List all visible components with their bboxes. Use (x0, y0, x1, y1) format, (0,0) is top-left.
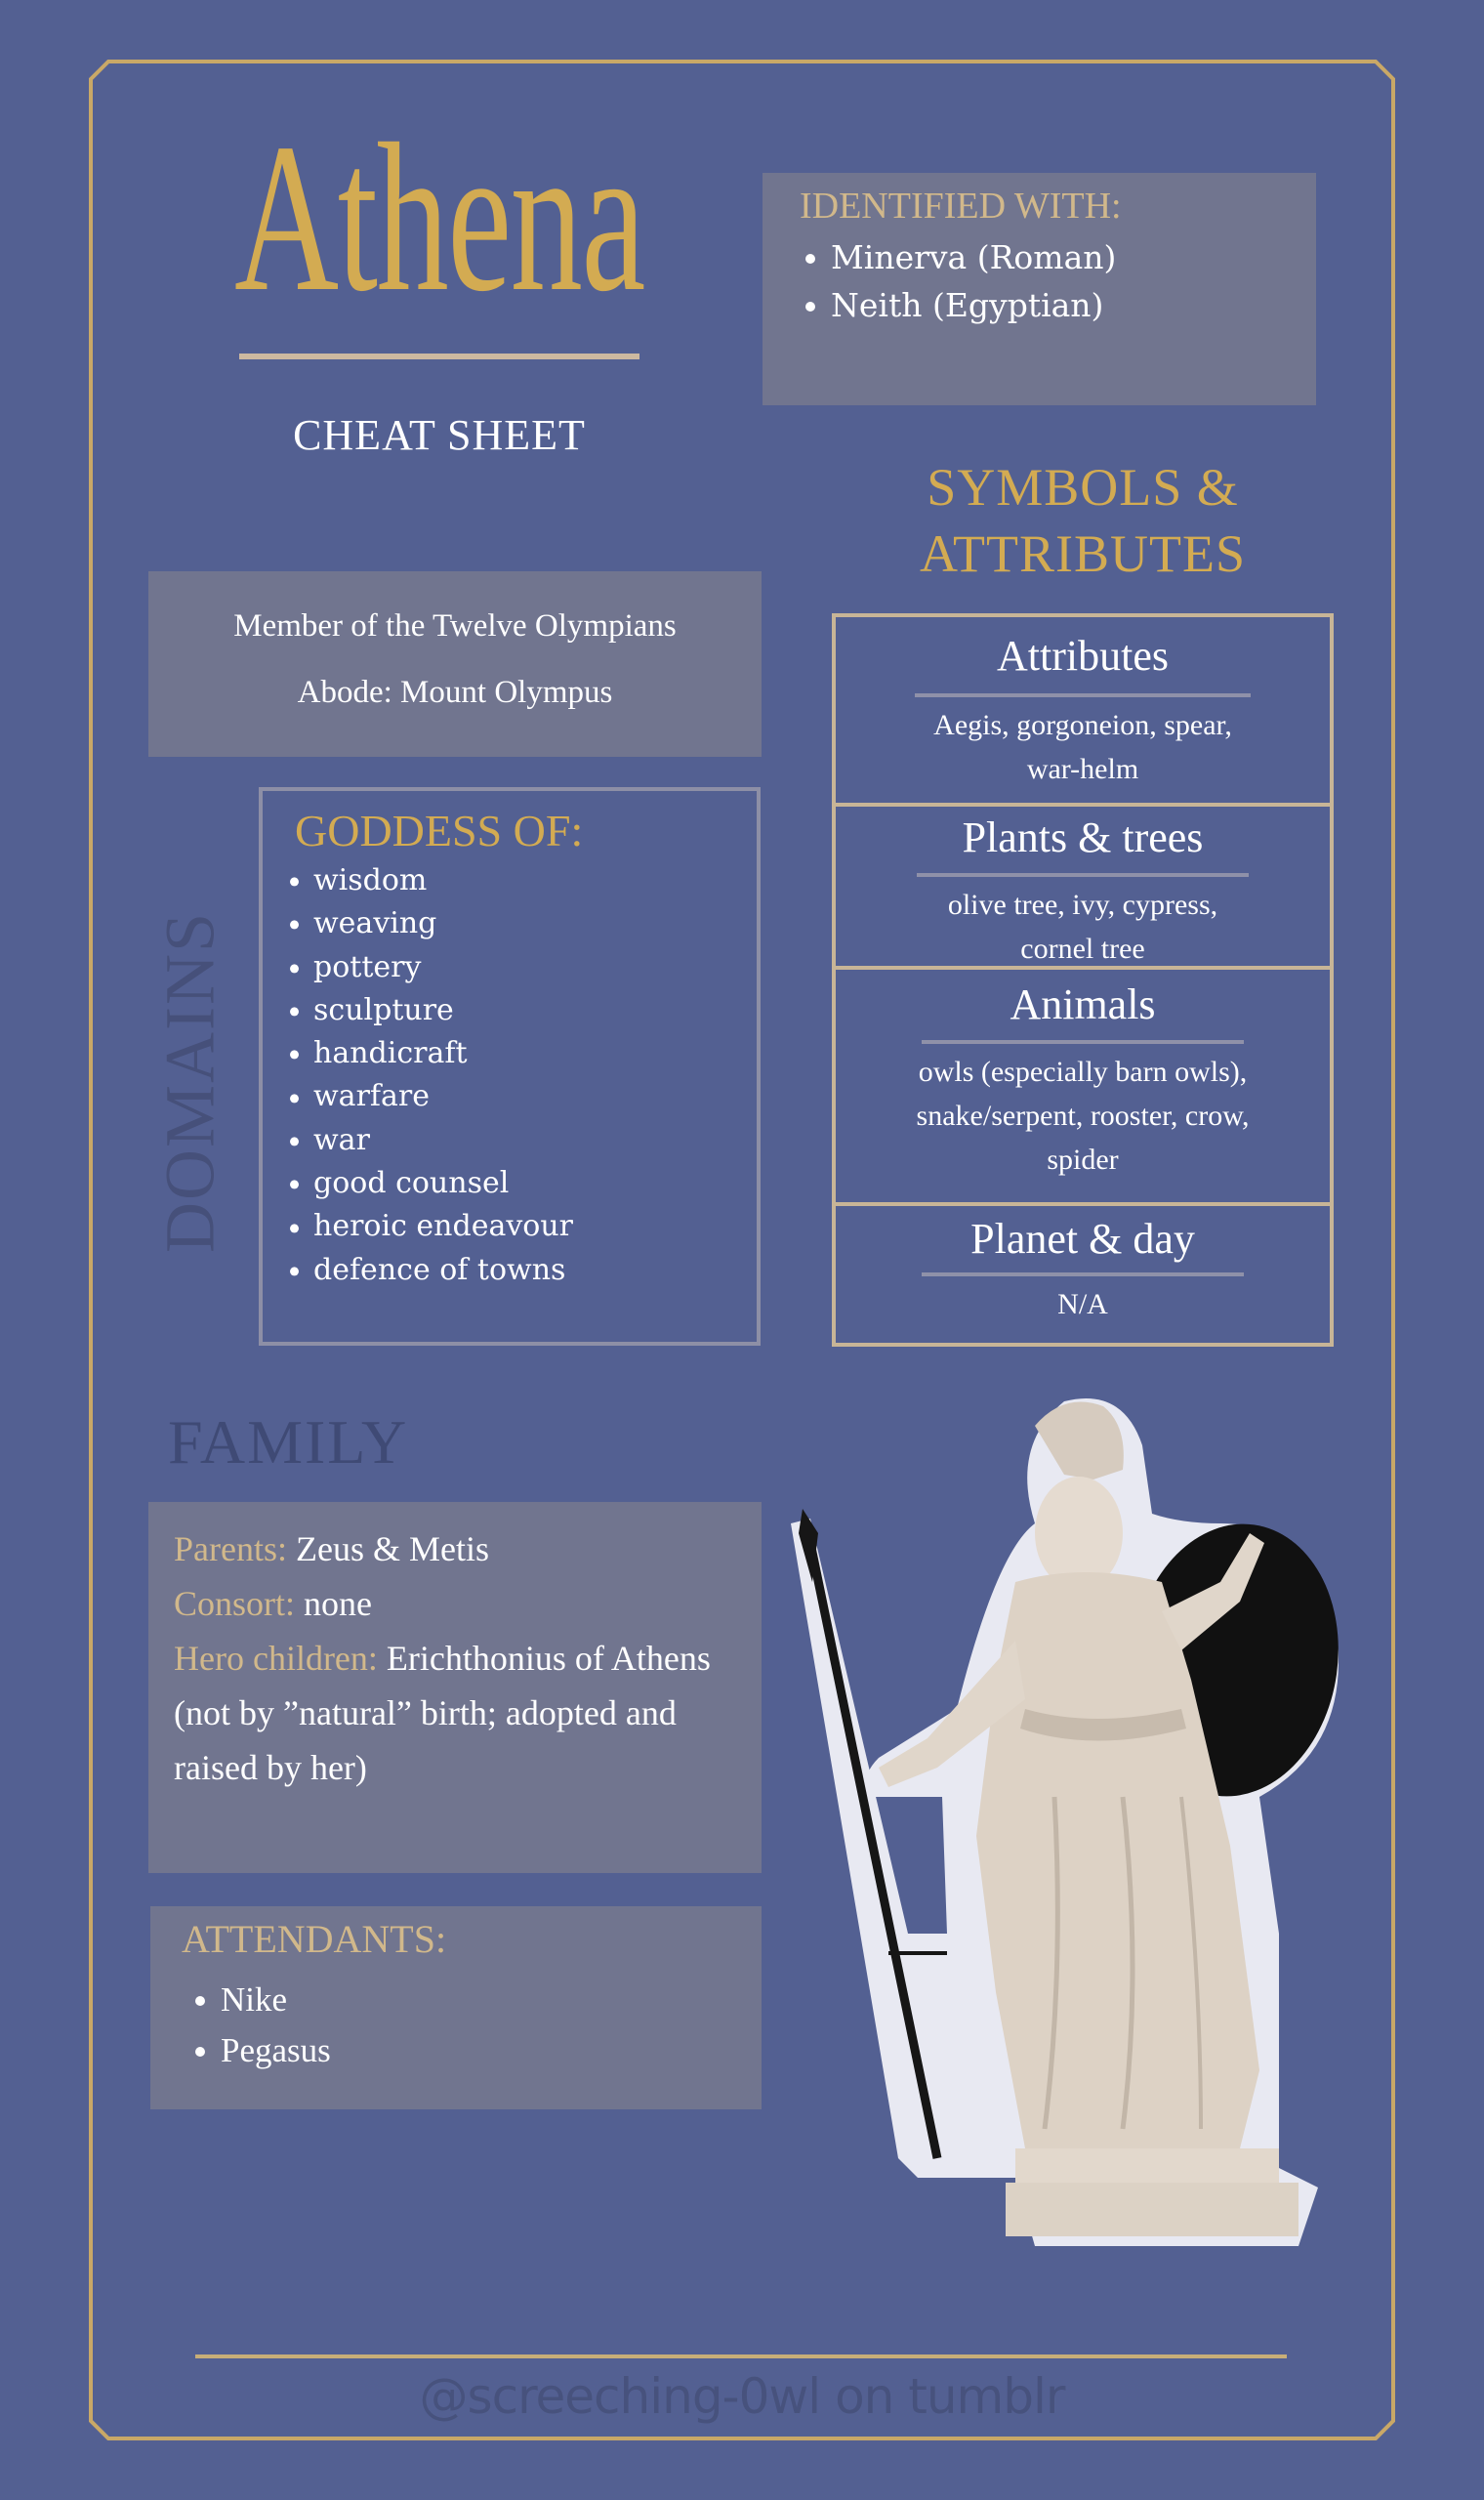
consort-line (174, 1576, 742, 1631)
abode-text: Abode: Mount Olympus (297, 675, 613, 710)
page-subtitle: CHEAT SHEET (293, 411, 586, 459)
family-heading: FAMILY (168, 1407, 409, 1477)
row-divider (915, 693, 1251, 697)
list-item: war (286, 1119, 573, 1162)
identified-with-panel (763, 173, 1316, 405)
page-title: Athena (234, 101, 644, 336)
symbols-row-line: owls (especially barn owls), (918, 1056, 1248, 1088)
footer-credit: @screeching-0wl on tumblr (419, 2368, 1065, 2425)
symbols-table (832, 613, 1334, 1347)
identified-with-list (802, 233, 1116, 329)
list-item: Neith (Egyptian) (802, 281, 1116, 329)
footer-divider (195, 2354, 1287, 2358)
list-item: warfare (286, 1075, 573, 1118)
symbols-heading-line2: ATTRIBUTES (920, 524, 1246, 583)
symbols-row-line: olive tree, ivy, cypress, (947, 889, 1218, 921)
athena-statue-illustration (771, 1387, 1396, 2246)
children-value: Erichthonius of Athens (not by ”natural” birth; adopted and raised by her) (174, 1639, 711, 1787)
list-item: wisdom (286, 859, 573, 902)
symbols-row-plants (836, 803, 1330, 966)
list-item: handicraft (286, 1032, 573, 1075)
list-item: Minerva (Roman) (802, 233, 1116, 281)
membership-panel (148, 571, 762, 757)
children-label: Hero children: (174, 1639, 378, 1678)
domains-side-label: DOMAINS (150, 910, 229, 1254)
title-divider (239, 354, 639, 359)
goddess-of-panel (259, 787, 761, 1346)
list-item: weaving (286, 902, 573, 945)
consort-value: none (304, 1584, 372, 1623)
parents-label: Parents: (174, 1529, 287, 1568)
symbols-row-body (836, 1282, 1330, 1326)
consort-label: Consort: (174, 1584, 296, 1623)
symbols-row-planet-day (836, 1202, 1330, 1343)
list-item: pottery (286, 946, 573, 989)
list-item: heroic endeavour (286, 1205, 573, 1248)
row-divider (917, 873, 1249, 877)
symbols-row-body (836, 1050, 1330, 1182)
attendants-panel (150, 1906, 762, 2109)
list-item: good counsel (286, 1162, 573, 1205)
list-item: Pegasus (191, 2025, 331, 2076)
symbols-heading-line1: SYMBOLS & (927, 458, 1239, 517)
symbols-row-body (836, 883, 1330, 971)
list-item: sculpture (286, 989, 573, 1032)
symbols-row-title: Animals (1010, 980, 1156, 1028)
membership-text: Member of the Twelve Olympians (233, 608, 677, 644)
symbols-row-line: snake/serpent, rooster, crow, (916, 1100, 1250, 1132)
attendants-list (191, 1975, 331, 2076)
domains-list (286, 859, 573, 1292)
symbols-row-line: war-helm (1026, 753, 1139, 785)
symbols-row-line: cornel tree (1020, 933, 1145, 965)
symbols-row-line: Aegis, gorgoneion, spear, (933, 709, 1232, 741)
goddess-of-heading: GODDESS OF: (295, 806, 584, 855)
attendants-heading: ATTENDANTS: (182, 1917, 447, 1961)
list-item: Nike (191, 1975, 331, 2025)
symbols-row-line: spider (1047, 1144, 1119, 1176)
symbols-row-title: Plants & trees (962, 813, 1204, 861)
symbols-row-body (836, 703, 1330, 791)
parents-line (174, 1521, 742, 1576)
family-text (174, 1521, 742, 1795)
symbols-row-attributes (836, 617, 1330, 803)
symbols-heading (832, 454, 1334, 587)
list-item: defence of towns (286, 1249, 573, 1292)
children-line (174, 1631, 742, 1795)
parents-value: Zeus & Metis (295, 1529, 489, 1568)
identified-with-heading: IDENTIFIED WITH: (800, 186, 1122, 227)
symbols-row-title: Attributes (997, 632, 1169, 680)
row-divider (922, 1040, 1244, 1044)
row-divider (922, 1272, 1244, 1276)
family-panel (148, 1502, 762, 1873)
symbols-row-animals (836, 966, 1330, 1202)
symbols-row-line: N/A (1057, 1288, 1108, 1320)
symbols-row-title: Planet & day (970, 1215, 1195, 1263)
